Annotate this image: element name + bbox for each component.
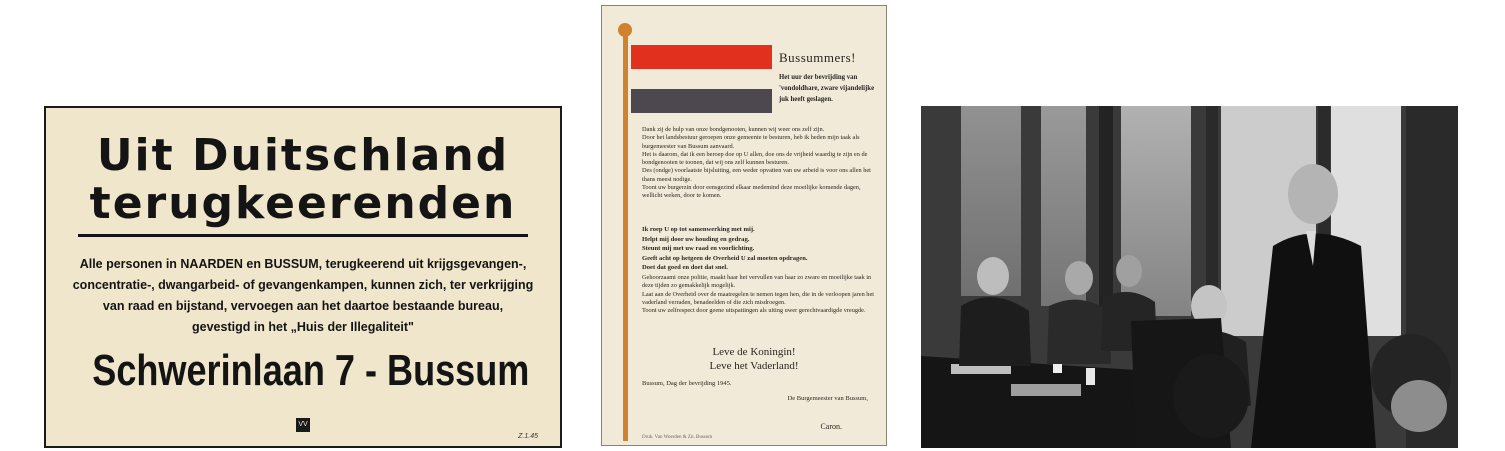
flag-stripe-dark xyxy=(631,89,772,113)
text-line: Des (ondge) voorlaatste bijsluiting, een weder opvatten van uw arbeid is voor ons allen het thans meest nodige. xyxy=(642,167,871,183)
meeting-photo xyxy=(921,106,1458,448)
text-line: Gehoorzaamt onze politie, maakt haar het vervullen van haar zo zware en moeilijke taak in deze tijden zo gemakkelijk mogelijk. xyxy=(642,274,872,290)
text-line: Het is daarom, dat ik een beroep doe op U allen, doe ons de vrijheid waardig te zijn en de bondgenooten te toonen, dat wij ons zelf kunnen besturen. xyxy=(642,150,868,167)
poster2-appeal xyxy=(642,225,878,273)
poster2-paragraph-2 xyxy=(642,274,878,315)
poster2-mayor-title: De Burgemeester van Bussum, xyxy=(787,395,868,402)
text-line: Dank zij de hulp van onze bondgenooten, kunnen wij weer ons zelf zijn. xyxy=(642,126,825,133)
poster2-intro: Het uur der bevrijding van 'vondoldhare, zware vijandelijke juk heeft geslagen. xyxy=(779,74,875,103)
appeal-line: Helpt mij door uw houding en gedrag. xyxy=(642,235,750,243)
appeal-line: Steunt mij met uw raad en voorlichting. xyxy=(642,245,755,253)
poster-address: Schwerinlaan 7 - Bussum xyxy=(92,346,530,395)
poster-signature: Z.1.45 xyxy=(518,433,538,440)
poster-bussummers xyxy=(601,5,887,446)
person-head xyxy=(1116,255,1142,287)
poster-headline-line1: Uit Duitschland xyxy=(96,130,510,181)
poster2-mayor-name: Caron. xyxy=(820,422,842,431)
person-head xyxy=(977,257,1009,295)
body-line: gevestigd in het „Huis der Illegaliteit" xyxy=(192,320,414,334)
body-line: van raad en bijstand, vervoegen aan het daartoe bestaande bureau, xyxy=(102,299,504,313)
printer-logo-icon: VV xyxy=(296,418,310,432)
cheer-line: Leve het Vaderland! xyxy=(709,360,799,372)
text-line: Laat aan de Overheid over de maatregelen te nemen tegen hen, die in de verloopen jaren het vaderland verraden, benadeelden of die zich misdroegen. xyxy=(642,290,875,306)
text-line: Toont uw zelfrespect door geene uitspattingen als uiting uwer gerechtvaardigde vreugde. xyxy=(642,307,866,315)
text-line: Toont uw burgerzin door eensgezind elkaar medemind deze moeilijke komende dagen, wellicht weken, door te komen. xyxy=(642,184,861,200)
glass xyxy=(1086,368,1095,385)
appeal-line: Doet dat goed en doet dat snel. xyxy=(642,264,728,272)
speaker-head xyxy=(1288,164,1338,224)
body-line: concentratie-, dwangarbeid- of gevangenkampen, kunnen zich, ter verkrijging xyxy=(72,278,534,292)
person-head xyxy=(1065,261,1093,295)
headline-underline xyxy=(78,234,528,237)
flag-stripe-red xyxy=(631,45,772,69)
poster2-cheers xyxy=(602,345,886,373)
meeting-photo-illustration xyxy=(921,106,1458,448)
poster2-printer: Druk. Van Woerden & Zn. Bussum xyxy=(642,435,713,440)
poster-returnees xyxy=(44,106,562,448)
poster2-date: Bussum, Dag der bevrijding 1945. xyxy=(642,380,732,387)
body-line: Alle personen in NAARDEN en BUSSUM, terugkeerend uit krijgsgevangen-, xyxy=(79,257,527,271)
poster2-title: Bussummers! xyxy=(779,50,856,65)
poster2-paragraph-1 xyxy=(642,126,878,201)
cheer-line: Leve de Koningin! xyxy=(712,346,796,358)
appeal-line: Geeft acht op hetgeen de Overheid U zal moeten opdragen. xyxy=(642,254,808,262)
text-line: Door het landsbestuur geroepen onze gemeente te besturen, heb ik heden mijn taak als burgemeester van Bussum aanvaard. xyxy=(642,134,860,150)
appeal-line: Ik roep U op tot samenwerking met mij. xyxy=(642,226,755,233)
poster-body-text xyxy=(68,254,538,338)
poster-headline-line2: terugkeerenden xyxy=(89,178,517,229)
flagpole xyxy=(623,31,628,441)
